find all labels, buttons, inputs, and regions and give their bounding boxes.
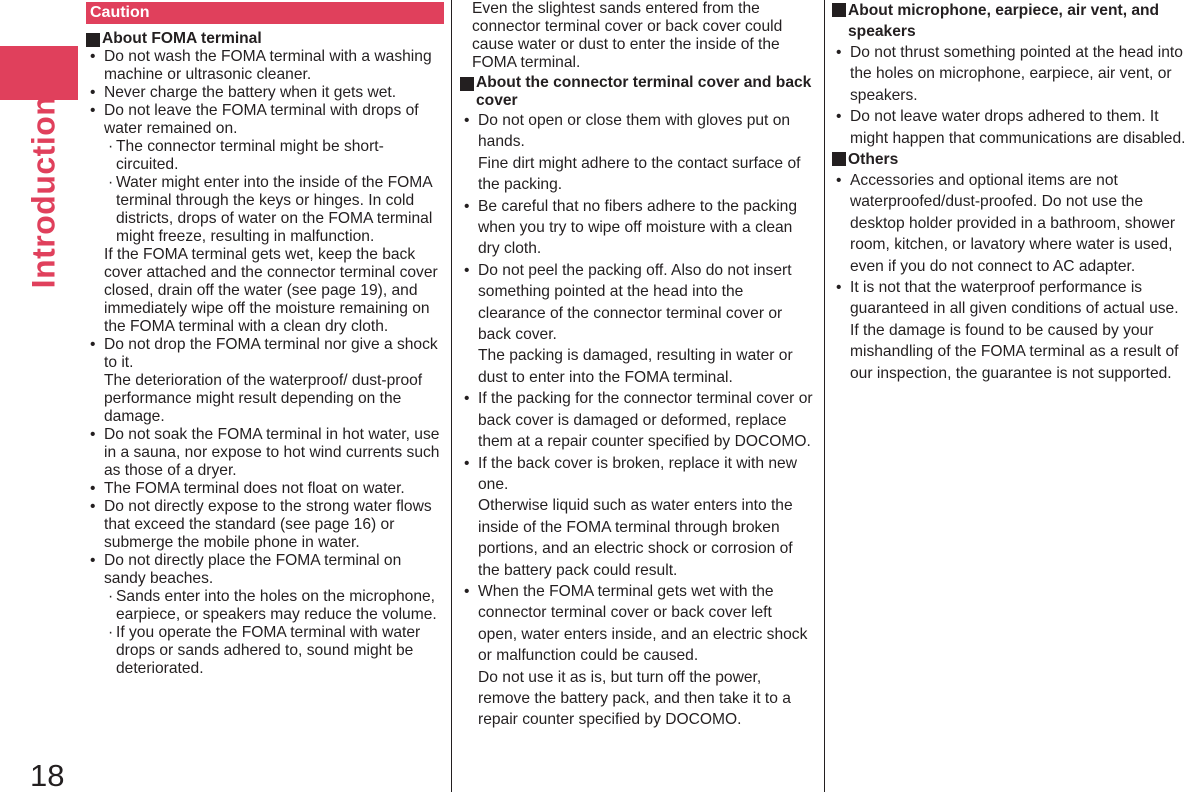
sub-item: · Water might enter into the inside of the FOMA terminal through the keys or hinges. In cold districts, drops of water on the FOMA terminal might freeze, resulting in malfunction.	[86, 174, 444, 246]
column-divider	[451, 0, 452, 792]
list-item: • Do not soak the FOMA terminal in hot water, use in a sauna, nor expose to hot wind currents such as those of a dryer.	[86, 426, 444, 480]
list-item: • Do not open or close them with gloves put on hands.	[460, 110, 814, 153]
section-heading: About FOMA terminal	[86, 30, 444, 48]
chapter-tab	[0, 46, 78, 100]
item-note: The deterioration of the waterproof/ dust-proof performance might result depending on the damage.	[104, 372, 423, 425]
list-item: • Accessories and optional items are not waterproofed/dust-proofed. Do not use the desktop holder provided in a bathroom, shower room, kitchen, or lavatory where water is used, even if you do not connect to AC adapter.	[832, 170, 1188, 277]
list-item: • Do not wash the FOMA terminal with a washing machine or ultrasonic cleaner.	[86, 48, 444, 84]
column-divider	[824, 0, 825, 792]
item-note: Otherwise liquid such as water enters into the inside of the FOMA terminal through broken portions, and an electric shock or corrosion of the battery pack could result.	[478, 497, 793, 579]
list-item: • When the FOMA terminal gets wet with the connector terminal cover or back cover left open, water enters inside, and an electric shock or malfunction could be caused.	[460, 581, 814, 667]
sub-item: · Even the slightest sands entered from the connector terminal cover or back cover could cause water or dust to enter the inside of the FOMA terminal.	[460, 0, 814, 72]
list-item: • If the packing for the connector terminal cover or back cover is damaged or deformed, replace them at a repair counter specified by DOCOMO.	[460, 388, 814, 452]
list-item: • Be careful that no fibers adhere to the packing when you try to wipe off moisture with a clean dry cloth.	[460, 196, 814, 260]
list-item: • Do not drop the FOMA terminal nor give a shock to it.	[86, 336, 444, 372]
list-item: • The FOMA terminal does not float on water.	[86, 480, 444, 498]
list-item: • Never charge the battery when it gets wet.	[86, 84, 444, 102]
section-heading: Others	[832, 149, 1188, 170]
list-item: • Do not thrust something pointed at the head into the holes on microphone, earpiece, air vent, or speakers.	[832, 42, 1188, 106]
list-item: • Do not leave water drops adhered to them. It might happen that communications are disabled.	[832, 106, 1188, 149]
section-heading: About the connector terminal cover and back cover	[460, 74, 814, 110]
item-note: Fine dirt might adhere to the contact surface of the packing.	[478, 154, 801, 194]
list-item: • Do not directly expose to the strong water flows that exceed the standard (see page 16) or submerge the mobile phone in water.	[86, 498, 444, 552]
item-note: If the FOMA terminal gets wet, keep the back cover attached and the connector terminal cover closed, drain off the water (see page 19), and immediately wipe off the moisture remaining on the FOMA terminal with a clean dry cloth.	[104, 246, 438, 335]
sub-item: · The connector terminal might be short-circuited.	[86, 138, 444, 174]
column-3	[832, 0, 1188, 384]
sub-item: · Sands enter into the holes on the microphone, earpiece, or speakers may reduce the volume.	[86, 588, 444, 624]
list-item: • Do not peel the packing off. Also do not insert something pointed at the head into the clearance of the connector terminal cover or back cover.	[460, 260, 814, 346]
list-item: • If the back cover is broken, replace it with new one.	[460, 453, 814, 496]
caution-banner: Caution	[86, 2, 444, 24]
list-item: • Do not directly place the FOMA terminal on sandy beaches.	[86, 552, 444, 588]
page-number: 18	[30, 758, 65, 793]
item-note: The packing is damaged, resulting in water or dust to enter into the FOMA terminal.	[478, 347, 793, 386]
list-item: • Do not leave the FOMA terminal with drops of water remained on.	[86, 102, 444, 138]
chapter-label: Introduction	[25, 95, 62, 289]
sub-item: · If you operate the FOMA terminal with water drops or sands adhered to, sound might be deteriorated.	[86, 624, 444, 678]
section-heading: About microphone, earpiece, air vent, and speakers	[832, 0, 1188, 42]
column-2	[460, 0, 814, 731]
column-1	[86, 0, 444, 678]
list-item: • It is not that the waterproof performance is guaranteed in all given conditions of actual use. If the damage is found to be caused by your mishandling of the FOMA terminal as a result of our inspection, the guarantee is not supported.	[832, 277, 1188, 384]
item-note: Do not use it as is, but turn off the power, remove the battery pack, and then take it to a repair counter specified by DOCOMO.	[478, 668, 791, 729]
